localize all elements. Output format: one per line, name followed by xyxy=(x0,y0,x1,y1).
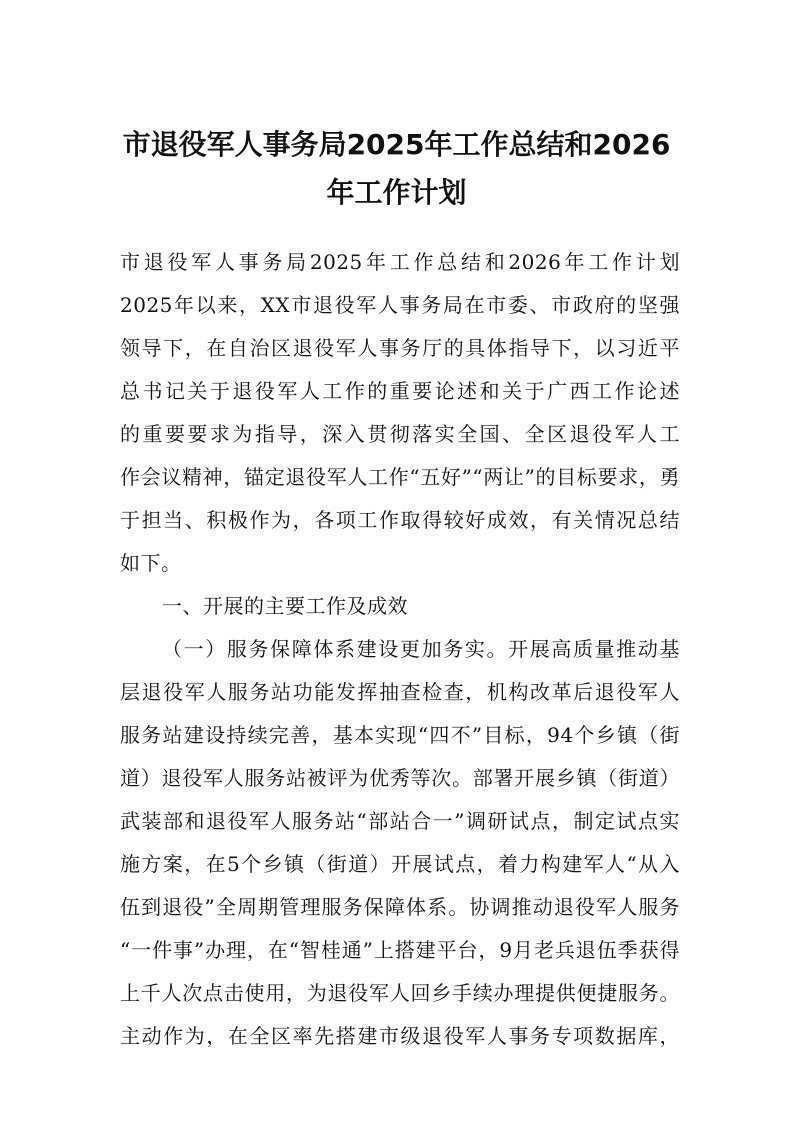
body-line: 上千人次点击使用，为退役军人回乡手续办理提供便捷服务。 xyxy=(120,981,680,1005)
document-title-line-1: 市退役军人事务局2025年工作总结和2026 xyxy=(122,128,671,161)
body-line: 道）退役军人服务站被评为优秀等次。部署开展乡镇（街道） xyxy=(120,766,680,790)
document-title-line-2: 年工作计划 xyxy=(326,176,467,209)
body-line: 的重要要求为指导，深入贯彻落实全国、全区退役军人工 xyxy=(120,422,680,446)
body-line: 伍到退役”全周期管理服务保障体系。协调推动退役军人服务 xyxy=(120,895,680,919)
body-line: 作会议精神，锚定退役军人工作“五好”“两让”的目标要求，勇 xyxy=(120,465,680,489)
body-line: 武装部和退役军人服务站“部站合一”调研试点，制定试点实 xyxy=(120,809,680,833)
body-line: 主动作为，在全区率先搭建市级退役军人事务专项数据库， xyxy=(120,1024,680,1048)
section-heading: 一、开展的主要工作及成效 xyxy=(162,594,408,618)
body-line: 领导下，在自治区退役军人事务厅的具体指导下，以习近平 xyxy=(120,336,680,360)
body-line: 总书记关于退役军人工作的重要论述和关于广西工作论述 xyxy=(120,379,680,403)
body-line: 服务站建设持续完善，基本实现“四不”目标，94个乡镇（街 xyxy=(120,723,680,747)
body-line: 层退役军人服务站功能发挥抽查检查，机构改革后退役军人 xyxy=(120,680,680,704)
body-line: 施方案，在5个乡镇（街道）开展试点，着力构建军人“从入 xyxy=(120,852,680,876)
body-line: 2025年以来，XX市退役军人事务局在市委、市政府的坚强 xyxy=(120,293,680,317)
body-line: 市退役军人事务局2025年工作总结和2026年工作计划 xyxy=(120,250,680,274)
body-line: 于担当、积极作为，各项工作取得较好成效，有关情况总结 xyxy=(120,508,680,532)
body-line: 如下。 xyxy=(120,551,182,575)
body-line: “一件事”办理，在“智桂通”上搭建平台，9月老兵退伍季获得 xyxy=(120,938,680,962)
subsection-heading-line: （一）服务保障体系建设更加务实。开展高质量推动基 xyxy=(162,637,680,661)
